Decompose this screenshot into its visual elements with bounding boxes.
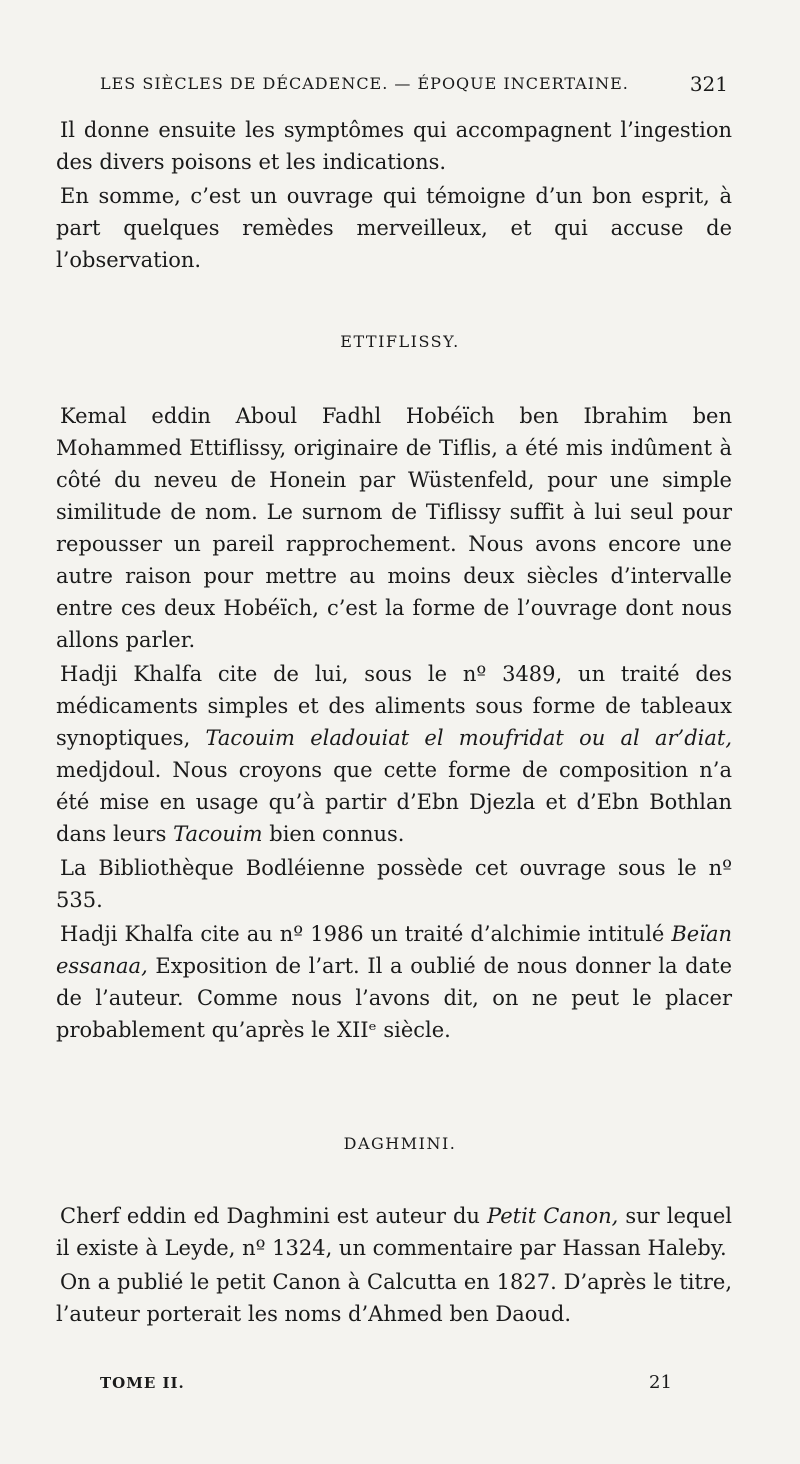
text-run: Hadji Khalfa cite au nº 1986 un traité d’alchimie intitulé xyxy=(60,922,672,946)
paragraph xyxy=(56,918,732,1046)
paragraph: La Bibliothèque Bodléienne possède cet ouvrage sous le nº 535. xyxy=(56,856,732,912)
paragraph xyxy=(56,1200,732,1264)
italic-title: Beïan essanaa, xyxy=(56,922,732,978)
italic-title: Tacouim xyxy=(173,822,263,846)
daghmini-block xyxy=(56,1200,732,1330)
ettiflissy-block xyxy=(56,400,732,1046)
paragraph: En somme, c’est un ouvrage qui témoigne d’un bon esprit, à part quelques remèdes merveilleux, et qui accuse de l’observation. xyxy=(56,184,732,272)
page-number: 321 xyxy=(689,72,728,96)
paragraph: Il donne ensuite les symptômes qui accompagnent l’ingestion des divers poisons et les indications. xyxy=(56,118,732,174)
italic-title: Tacouim eladouiat el moufridat ou al ar’diat, xyxy=(205,726,733,750)
signature-mark: 21 xyxy=(649,1372,672,1393)
text-run: Hadji Khalfa cite de lui, sous le nº 3489, un traité des médicaments simples et des aliments sous forme de tableaux synoptiques, xyxy=(56,662,732,750)
paragraph: On a publié le petit Canon à Calcutta en 1827. D’après le titre, l’auteur porterait les noms d’Ahmed ben Daoud. xyxy=(56,1270,732,1326)
text-run: Exposition de l’art. Il a oublié de nous donner la date de l’auteur. Comme nous l’avons dit, on ne peut le placer probablement qu’après le XIIᵉ siècle. xyxy=(56,954,732,1042)
text-run: sur lequel il existe à Leyde, nº 1324, un commentaire par Hassan Haleby. xyxy=(56,1204,732,1260)
text-run: medjdoul. Nous croyons que cette forme de composition n’a été mise en usage qu’à partir d’Ebn Djezla et d’Ebn Bothlan dans leurs xyxy=(56,758,732,846)
italic-title: Petit Canon, xyxy=(487,1204,619,1228)
section-heading-daghmini: DAGHMINI. xyxy=(343,1134,457,1153)
paragraph xyxy=(56,658,732,850)
text-run: bien connus. xyxy=(262,822,405,846)
intro-block xyxy=(56,114,732,276)
volume-label: TOME II. xyxy=(100,1374,185,1392)
section-heading-ettiflissy: ETTIFLISSY. xyxy=(340,332,460,351)
paragraph: Kemal eddin Aboul Fadhl Hobéïch ben Ibrahim ben Mohammed Ettiflissy, originaire de Tiflis, a été mis indûment à côté du neveu de Honein par Wüstenfeld, pour une simple similitude de nom. Le surnom de Tiflissy suffit à lui seul pour repousser un pareil rapprochement. Nous avons encore une autre raison pour mettre au moins deux siècles d’intervalle entre ces deux Hobéïch, c’est la forme de l’ouvrage dont nous allons parler. xyxy=(56,404,732,652)
text-run: Cherf eddin ed Daghmini est auteur du xyxy=(60,1204,488,1228)
running-title: LES SIÈCLES DE DÉCADENCE. — ÉPOQUE INCERTAINE. xyxy=(100,74,629,93)
